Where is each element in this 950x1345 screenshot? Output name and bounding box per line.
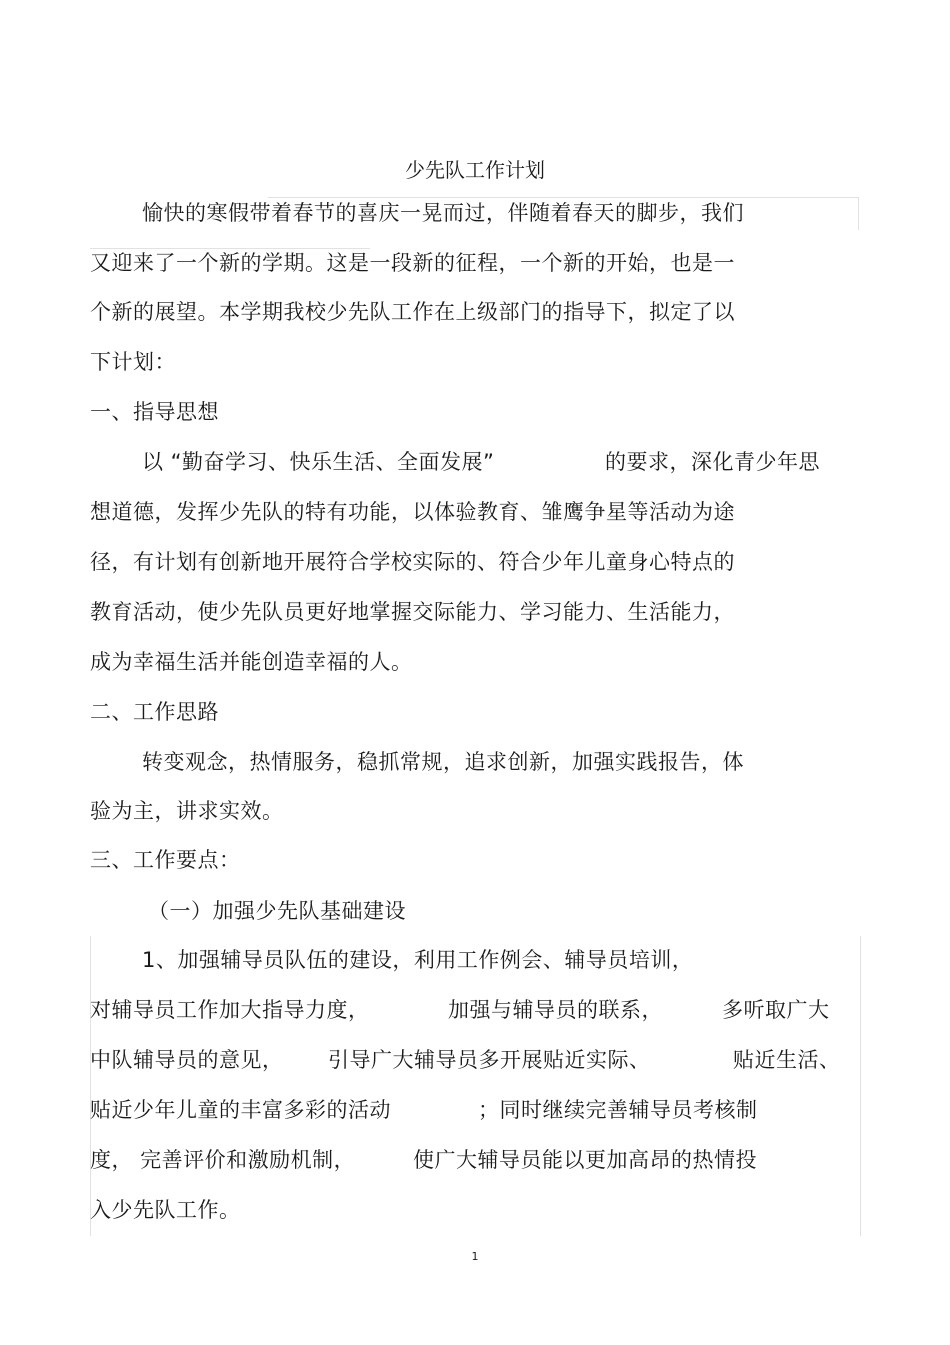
frame-line-right-2 bbox=[860, 936, 861, 1236]
paragraph-line: 以 “勤奋学习、快乐生活、全面发展” bbox=[142, 450, 495, 474]
paragraph-line: 1、加强辅导员队伍的建设，利用工作例会、辅导员培训， bbox=[142, 948, 694, 972]
paragraph-line: 贴近少年儿童的丰富多彩的活动 bbox=[90, 1098, 391, 1122]
paragraph-line: 个新的展望。本学期我校少先队工作在上级部门的指导下，拟定了以 bbox=[90, 300, 735, 324]
section-heading: 一、指导思想 bbox=[90, 400, 219, 424]
paragraph-line: 验为主，讲求实效。 bbox=[90, 799, 284, 823]
paragraph-line: 愉快的寒假带着春节的喜庆一晃而过，伴随着春天的脚步，我们 bbox=[142, 201, 744, 225]
paragraph-line: 下计划： bbox=[90, 350, 176, 374]
frame-line-left-2 bbox=[90, 936, 91, 1236]
frame-line-top-1 bbox=[268, 197, 858, 198]
paragraph-line: 中队辅导员的意见， bbox=[90, 1048, 284, 1072]
paragraph-line: 贴近生活、 bbox=[733, 1048, 841, 1072]
paragraph-line: 入少先队工作。 bbox=[90, 1198, 241, 1222]
section-heading: 二、工作思路 bbox=[90, 700, 219, 724]
document-title: 少先队工作计划 bbox=[405, 158, 545, 182]
subsection-heading: （一）加强少先队基础建设 bbox=[148, 899, 406, 923]
paragraph-line: 又迎来了一个新的学期。这是一段新的征程，一个新的开始，也是一 bbox=[90, 251, 735, 275]
paragraph-line: 成为幸福生活并能创造幸福的人。 bbox=[90, 650, 413, 674]
paragraph-line: 度， 完善评价和激励机制， bbox=[90, 1148, 356, 1172]
paragraph-line: 引导广大辅导员多开展贴近实际、 bbox=[328, 1048, 651, 1072]
section-heading: 三、工作要点： bbox=[90, 848, 241, 872]
paragraph-line: 教育活动，使少先队员更好地掌握交际能力、学习能力、生活能力， bbox=[90, 600, 735, 624]
paragraph-line: ；同时继续完善辅导员考核制 bbox=[478, 1098, 758, 1122]
page-number: 1 bbox=[471, 1250, 479, 1263]
frame-line-right-1 bbox=[858, 197, 859, 230]
paragraph-line: 转变观念，热情服务，稳抓常规，追求创新，加强实践报告，体 bbox=[142, 750, 744, 774]
paragraph-line: 使广大辅导员能以更加高昂的热情投 bbox=[413, 1148, 757, 1172]
paragraph-line: 多听取广大 bbox=[722, 998, 830, 1022]
paragraph-line: 加强与辅导员的联系， bbox=[448, 998, 663, 1022]
paragraph-line: 径，有计划有创新地开展符合学校实际的、符合少年儿童身心特点的 bbox=[90, 550, 735, 574]
paragraph-line: 想道德，发挥少先队的特有功能，以体验教育、雏鹰争星等活动为途 bbox=[90, 500, 735, 524]
paragraph-line: 对辅导员工作加大指导力度， bbox=[90, 998, 370, 1022]
paragraph-line: 的要求，深化青少年思 bbox=[605, 450, 820, 474]
